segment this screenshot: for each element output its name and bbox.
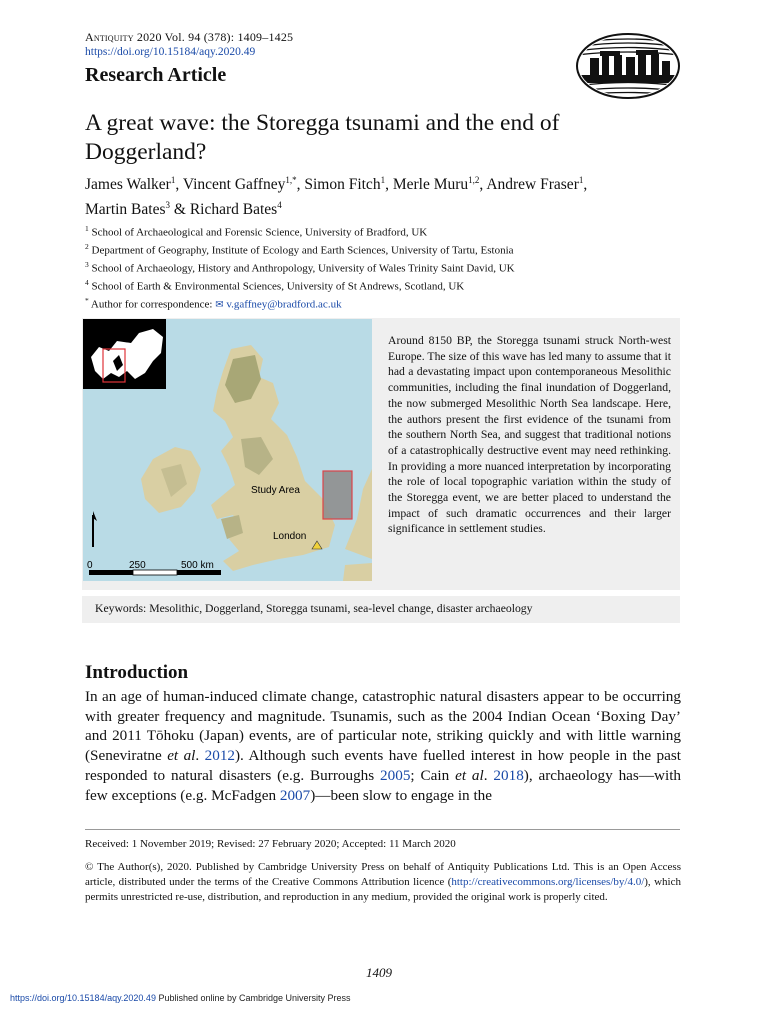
intro-text: )—been slow to engage in the xyxy=(310,786,492,804)
author-separator: , xyxy=(175,176,183,194)
correspondence-marker: * xyxy=(85,296,89,306)
citation-link-2007[interactable]: 2007 xyxy=(279,786,311,804)
affiliation-number: 2 xyxy=(85,242,89,252)
correspondence-email[interactable]: v.gaffney@bradford.ac.uk xyxy=(226,298,342,311)
footer-doi-link[interactable]: https://doi.org/10.15184/aqy.2020.49 xyxy=(10,993,156,1003)
author-name: Merle Muru xyxy=(392,176,469,194)
envelope-icon: ✉ xyxy=(215,299,224,311)
affiliations xyxy=(85,222,685,312)
correspondence-label: Author for correspondence: xyxy=(90,298,216,311)
divider xyxy=(85,829,680,830)
scale-label-0: 0 xyxy=(87,560,93,571)
journal-citation xyxy=(85,30,293,45)
affiliation-item xyxy=(85,240,685,258)
author-affiliation-marker: 4 xyxy=(277,200,282,211)
citation-link-2012[interactable]: 2012 xyxy=(204,747,235,765)
affiliation-item xyxy=(85,276,685,294)
intro-text: . xyxy=(483,766,494,784)
author-name: Richard Bates xyxy=(189,201,278,219)
affiliation-number: 1 xyxy=(85,224,89,233)
author-list xyxy=(85,170,685,220)
introduction-heading: Introduction xyxy=(85,662,189,683)
keywords-text: Keywords: Mesolithic, Doggerland, Storegga tsunami, sea-level change, disaster archaeology xyxy=(95,602,533,615)
journal-name: Antiquity xyxy=(85,30,134,44)
scale-label-500: 500 km xyxy=(181,560,214,571)
intro-text: ; Cain xyxy=(410,766,456,784)
affiliation-text: Department of Geography, Institute of Ecology and Earth Sciences, University of Tartu, Estonia xyxy=(91,244,514,257)
affiliation-number: 4 xyxy=(85,278,89,288)
footer-text: Published online by Cambridge University Press xyxy=(155,993,351,1003)
license-link[interactable]: http://creativecommons.org/licenses/by/4.0/ xyxy=(451,876,645,888)
article-title: A great wave: the Storegga tsunami and the end of Doggerland? xyxy=(85,110,560,165)
author-affiliation-marker: 1 xyxy=(380,175,386,185)
affiliation-item xyxy=(85,222,685,240)
author-separator: & xyxy=(170,201,190,219)
license-notice xyxy=(85,860,681,905)
footer xyxy=(10,993,351,1003)
author-separator: , xyxy=(479,176,487,194)
intro-text: ), archaeology has—with few exceptions (e.g. McFadgen xyxy=(85,766,682,804)
section-label: Research Article xyxy=(85,64,227,86)
author-affiliation-marker: 1 xyxy=(170,175,176,185)
author-separator: , xyxy=(296,176,305,194)
author-affiliation-marker: 1 xyxy=(578,175,584,185)
intro-text: ). Although such events have fuelled interest in how people in the past responded to natural disasters (e.g. Burroughs xyxy=(85,747,682,784)
received-dates: Received: 1 November 2019; Revised: 27 February 2020; Accepted: 11 March 2020 xyxy=(85,838,456,850)
author-name: Andrew Fraser xyxy=(486,176,579,194)
journal-meta: 2020 Vol. 94 (378): 1409–1425 xyxy=(136,30,294,44)
affiliation-text: School of Earth & Environmental Sciences, University of St Andrews, Scotland, UK xyxy=(91,280,465,293)
affiliation-item xyxy=(85,258,685,276)
study-area-map xyxy=(83,319,372,581)
author-affiliation-marker: 3 xyxy=(165,200,170,211)
intro-et-al: et al xyxy=(455,766,484,784)
author-name: Martin Bates xyxy=(85,201,166,219)
author-affiliation-marker: 1,2 xyxy=(468,175,480,185)
doi-link[interactable]: https://doi.org/10.15184/aqy.2020.49 xyxy=(85,46,256,58)
page-number: 1409 xyxy=(366,965,392,980)
author-name: James Walker xyxy=(85,176,171,194)
keywords-box xyxy=(82,596,680,623)
author-affiliation-marker: 1,* xyxy=(285,175,297,185)
introduction-paragraph xyxy=(85,687,681,805)
intro-et-al: et al xyxy=(167,747,196,765)
correspondence-line xyxy=(85,294,685,312)
license-text: ), which permits unrestricted re-use, distribution, and reproduction in any medium, provided the original work is properly cited. xyxy=(85,876,681,903)
author-separator: , xyxy=(583,176,588,194)
author-name: Vincent Gaffney xyxy=(182,176,286,194)
author-separator: , xyxy=(385,176,393,194)
affiliation-text: School of Archaeology, History and Anthropology, University of Wales Trinity Saint David, UK xyxy=(91,262,515,275)
citation-link-2005[interactable]: 2005 xyxy=(380,766,411,784)
affiliation-text: School of Archaeological and Forensic Science, University of Bradford, UK xyxy=(91,226,428,239)
map-label-study-area: Study Area xyxy=(251,485,300,496)
affiliation-number: 3 xyxy=(85,260,89,270)
scale-label-250: 250 xyxy=(129,560,146,571)
author-name: Simon Fitch xyxy=(304,176,381,194)
intro-text: In an age of human-induced climate change, catastrophic natural disasters appear to be occurring with greater frequency and magnitude. Tsunamis, such as the 2004 Indian Ocean ‘Boxing Day’ and 2011 Tōhoku (Japan) events, are of particular note, striking quickly and with little warning (Seneviratne xyxy=(85,688,681,765)
citation-link-2018[interactable]: 2018 xyxy=(493,766,524,784)
license-text: © The Author(s), 2020. Published by Cambridge University Press on behalf of Antiquity Publications Ltd. This is an Open Access article, distributed under the terms of the Creative Commons Attribution licence ( xyxy=(85,861,681,888)
intro-text: . xyxy=(195,747,205,765)
stonehenge-logo-icon xyxy=(576,33,680,99)
abstract-text: Around 8150 BP, the Storegga tsunami struck North-west Europe. The size of this wave has led many to assume that it had a devastating impact upon contemporaneous Mesolithic communities, including the final inundation of Doggerland, the now submerged Mesolithic North Sea landscape. Here, the authors present the first evidence of the tsunami from the southern North Sea, and suggest that traditional notions of a catastrophically destructive event may need rethinking. In providing a more nuanced interpretation by incorporating the role of local topographic variation within the study of the Storegga event, we are better placed to understand the impact of such dramatic occurrences and their larger significance in settlement studies. xyxy=(388,334,671,536)
map-label-london: London xyxy=(273,531,307,542)
